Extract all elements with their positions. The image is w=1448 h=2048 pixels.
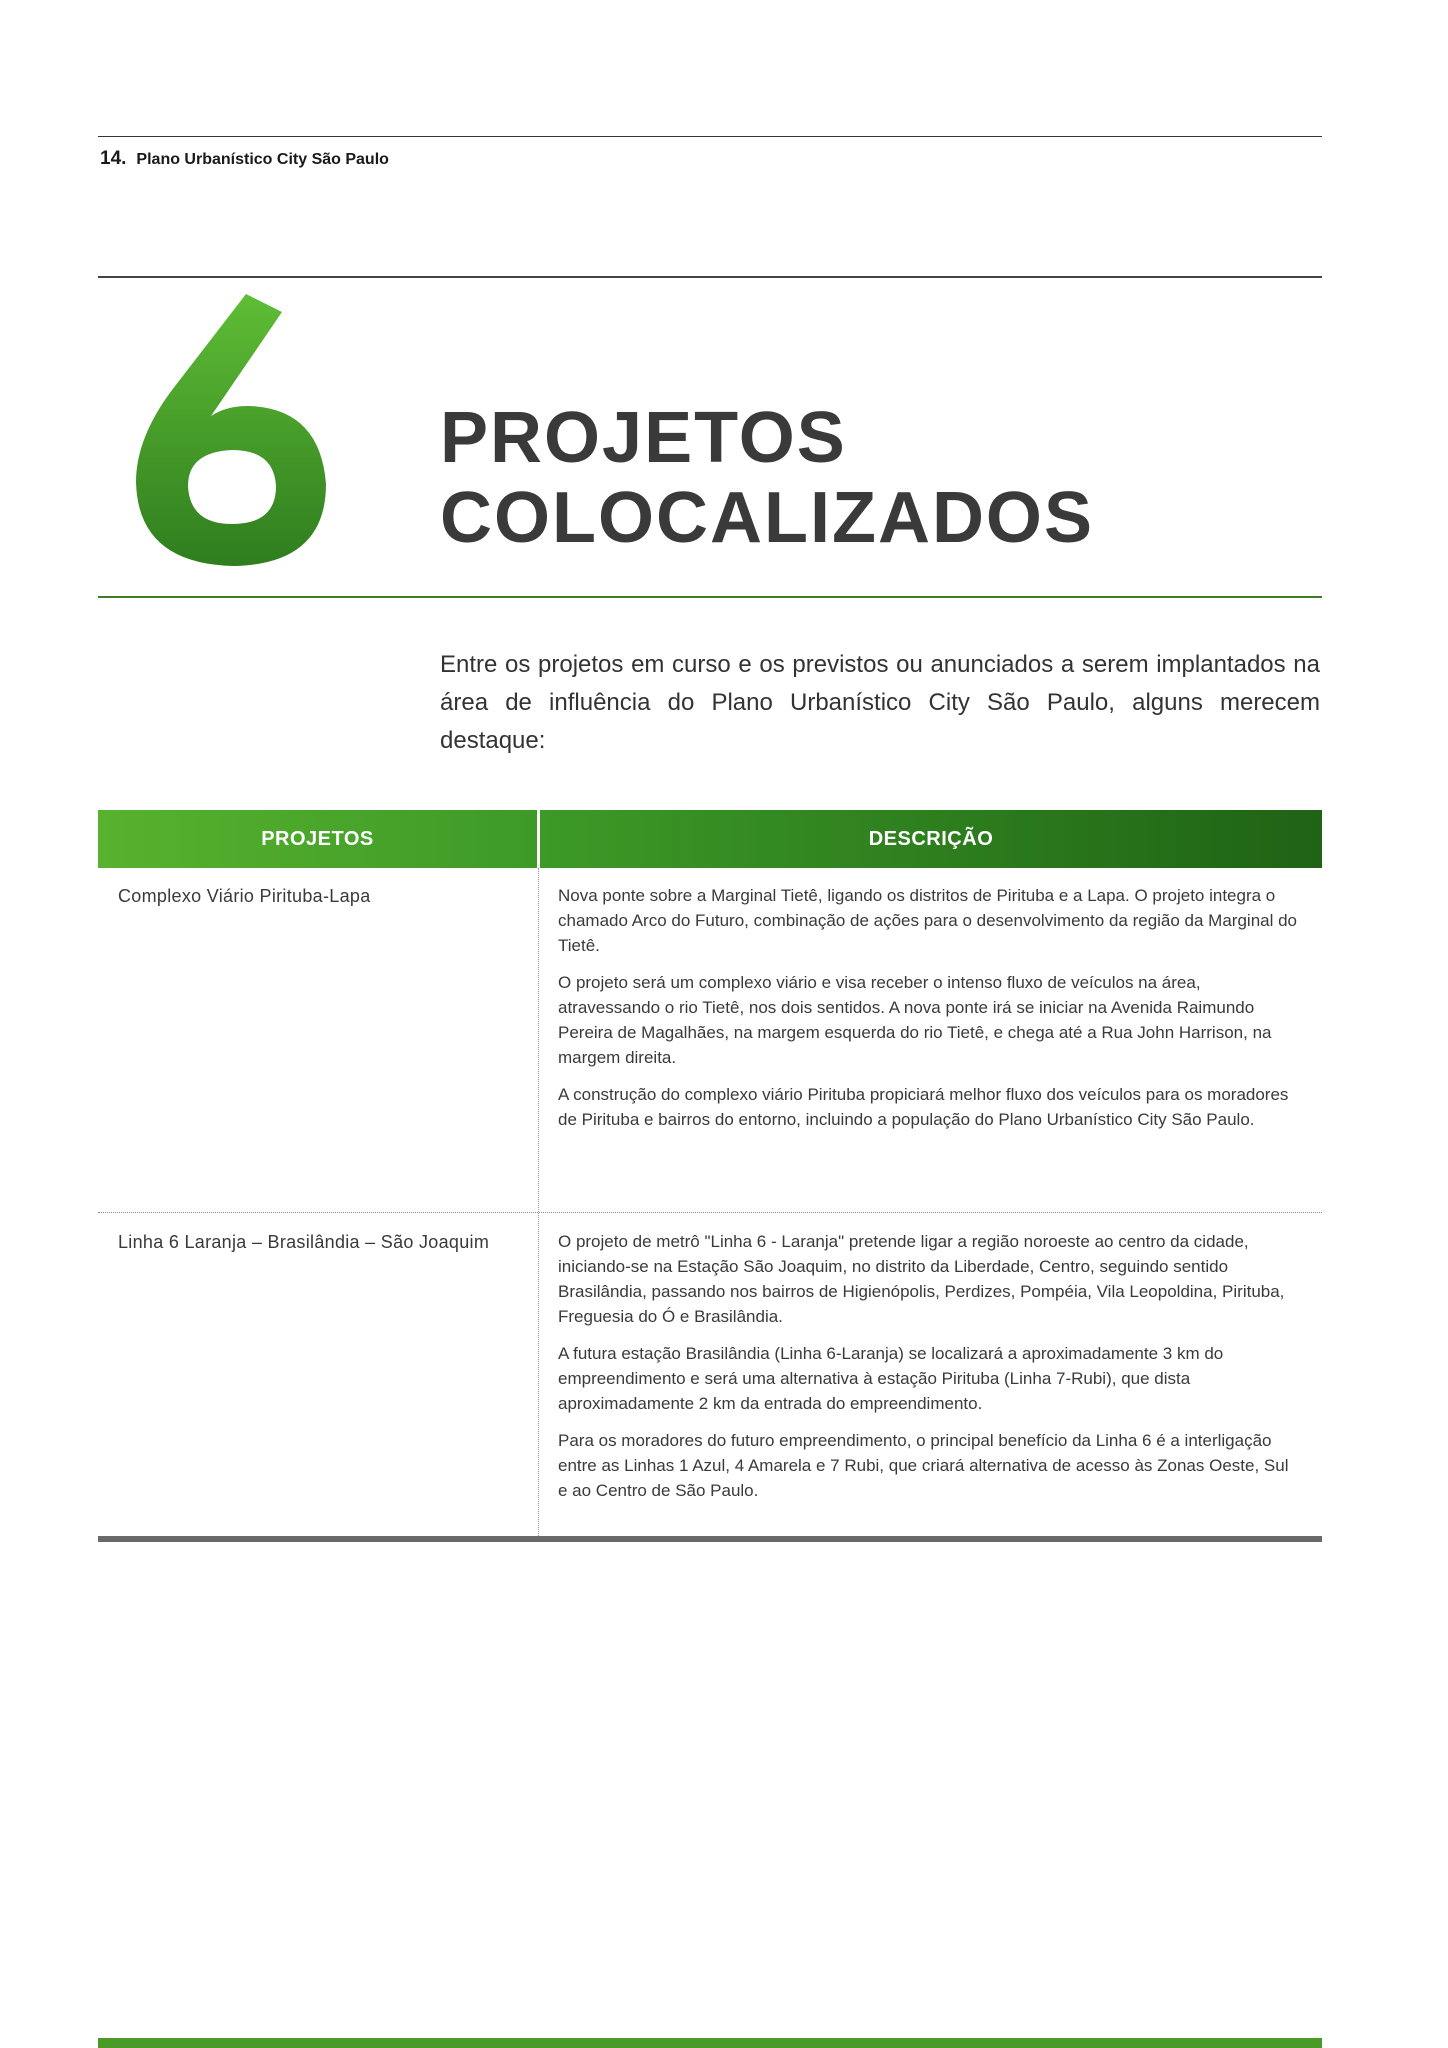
description-paragraph: A construção do complexo viário Pirituba propiciará melhor fluxo dos veículos para os moradores de Pirituba e bairros do entorno, incluindo a população do Plano Urbanístico City São Paulo. — [558, 1085, 1289, 1129]
column-header-projects: PROJETOS — [98, 810, 537, 868]
column-divider — [538, 868, 539, 1538]
description-paragraph: O projeto de metrô "Linha 6 - Laranja" pretende ligar a região noroeste ao centro da cidade, iniciando-se na Estação São Joaquim, no distrito da Liberdade, Centro, seguindo sentido Brasilândia, passando nos bairros de Higienópolis, Perdizes, Pompéia, Vila Leopoldina, Pirituba, Freguesia do Ó e Brasilândia. — [558, 1232, 1285, 1326]
chapter-number-graphic — [126, 288, 336, 568]
description-paragraph: O projeto será um complexo viário e visa receber o intenso fluxo de veículos na área, atravessando o rio Tietê, nos dois sentidos. A nova ponte irá se iniciar na Avenida Raimundo Pereira de Magalhães, na margem esquerda do rio Tietê, e chega até a Rua John Harrison, na margem direita. — [558, 973, 1272, 1067]
description-paragraph: A futura estação Brasilândia (Linha 6-Laranja) se localizará a aproximadamente 3 km do empreendimento e será uma alternativa à estação Pirituba (Linha 7-Rubi), que dista aproximadamente 2 km da entrada do empreendimento. — [558, 1344, 1224, 1413]
chapter-number: 6 — [126, 288, 127, 289]
chapter-bottom-rule — [98, 596, 1322, 598]
chapter-title-line1: PROJETOS — [440, 398, 847, 478]
project-name: Complexo Viário Pirituba-Lapa — [118, 886, 371, 906]
publication-title: Plano Urbanístico City São Paulo — [136, 151, 389, 168]
footer-green-bar — [98, 2038, 1322, 2048]
description-paragraph: Nova ponte sobre a Marginal Tietê, ligando os distritos de Pirituba e a Lapa. O projeto integra o chamado Arco do Futuro, combinação de ações para o desenvolvimento da região da Marginal do Tietê. — [558, 886, 1298, 955]
row-separator — [98, 1212, 1322, 1213]
running-header — [100, 148, 389, 170]
table-bottom-rule — [98, 1536, 1322, 1542]
intro-paragraph: Entre os projetos em curso e os previstos ou anunciados a serem implantados na área de influência do Plano Urbanístico City São Paulo, alguns merecem destaque: — [440, 651, 1320, 754]
project-name: Linha 6 Laranja – Brasilândia – São Joaquim — [118, 1232, 490, 1252]
chapter-title — [440, 398, 1094, 558]
chapter-title-line2: COLOCALIZADOS — [440, 478, 1094, 558]
description-paragraph: Para os moradores do futuro empreendimento, o principal benefício da Linha 6 é a interligação entre as Linhas 1 Azul, 4 Amarela e 7 Rubi, que criará alternativa de acesso às Zonas Oeste, Sul e ao Centro de São Paulo. — [558, 1431, 1289, 1500]
project-description — [558, 883, 1298, 1144]
header-rule — [98, 136, 1322, 137]
chapter-top-rule — [98, 276, 1322, 278]
page-number: 14. — [100, 148, 127, 169]
project-description — [558, 1229, 1298, 1515]
column-header-description: DESCRIÇÃO — [540, 810, 1322, 868]
